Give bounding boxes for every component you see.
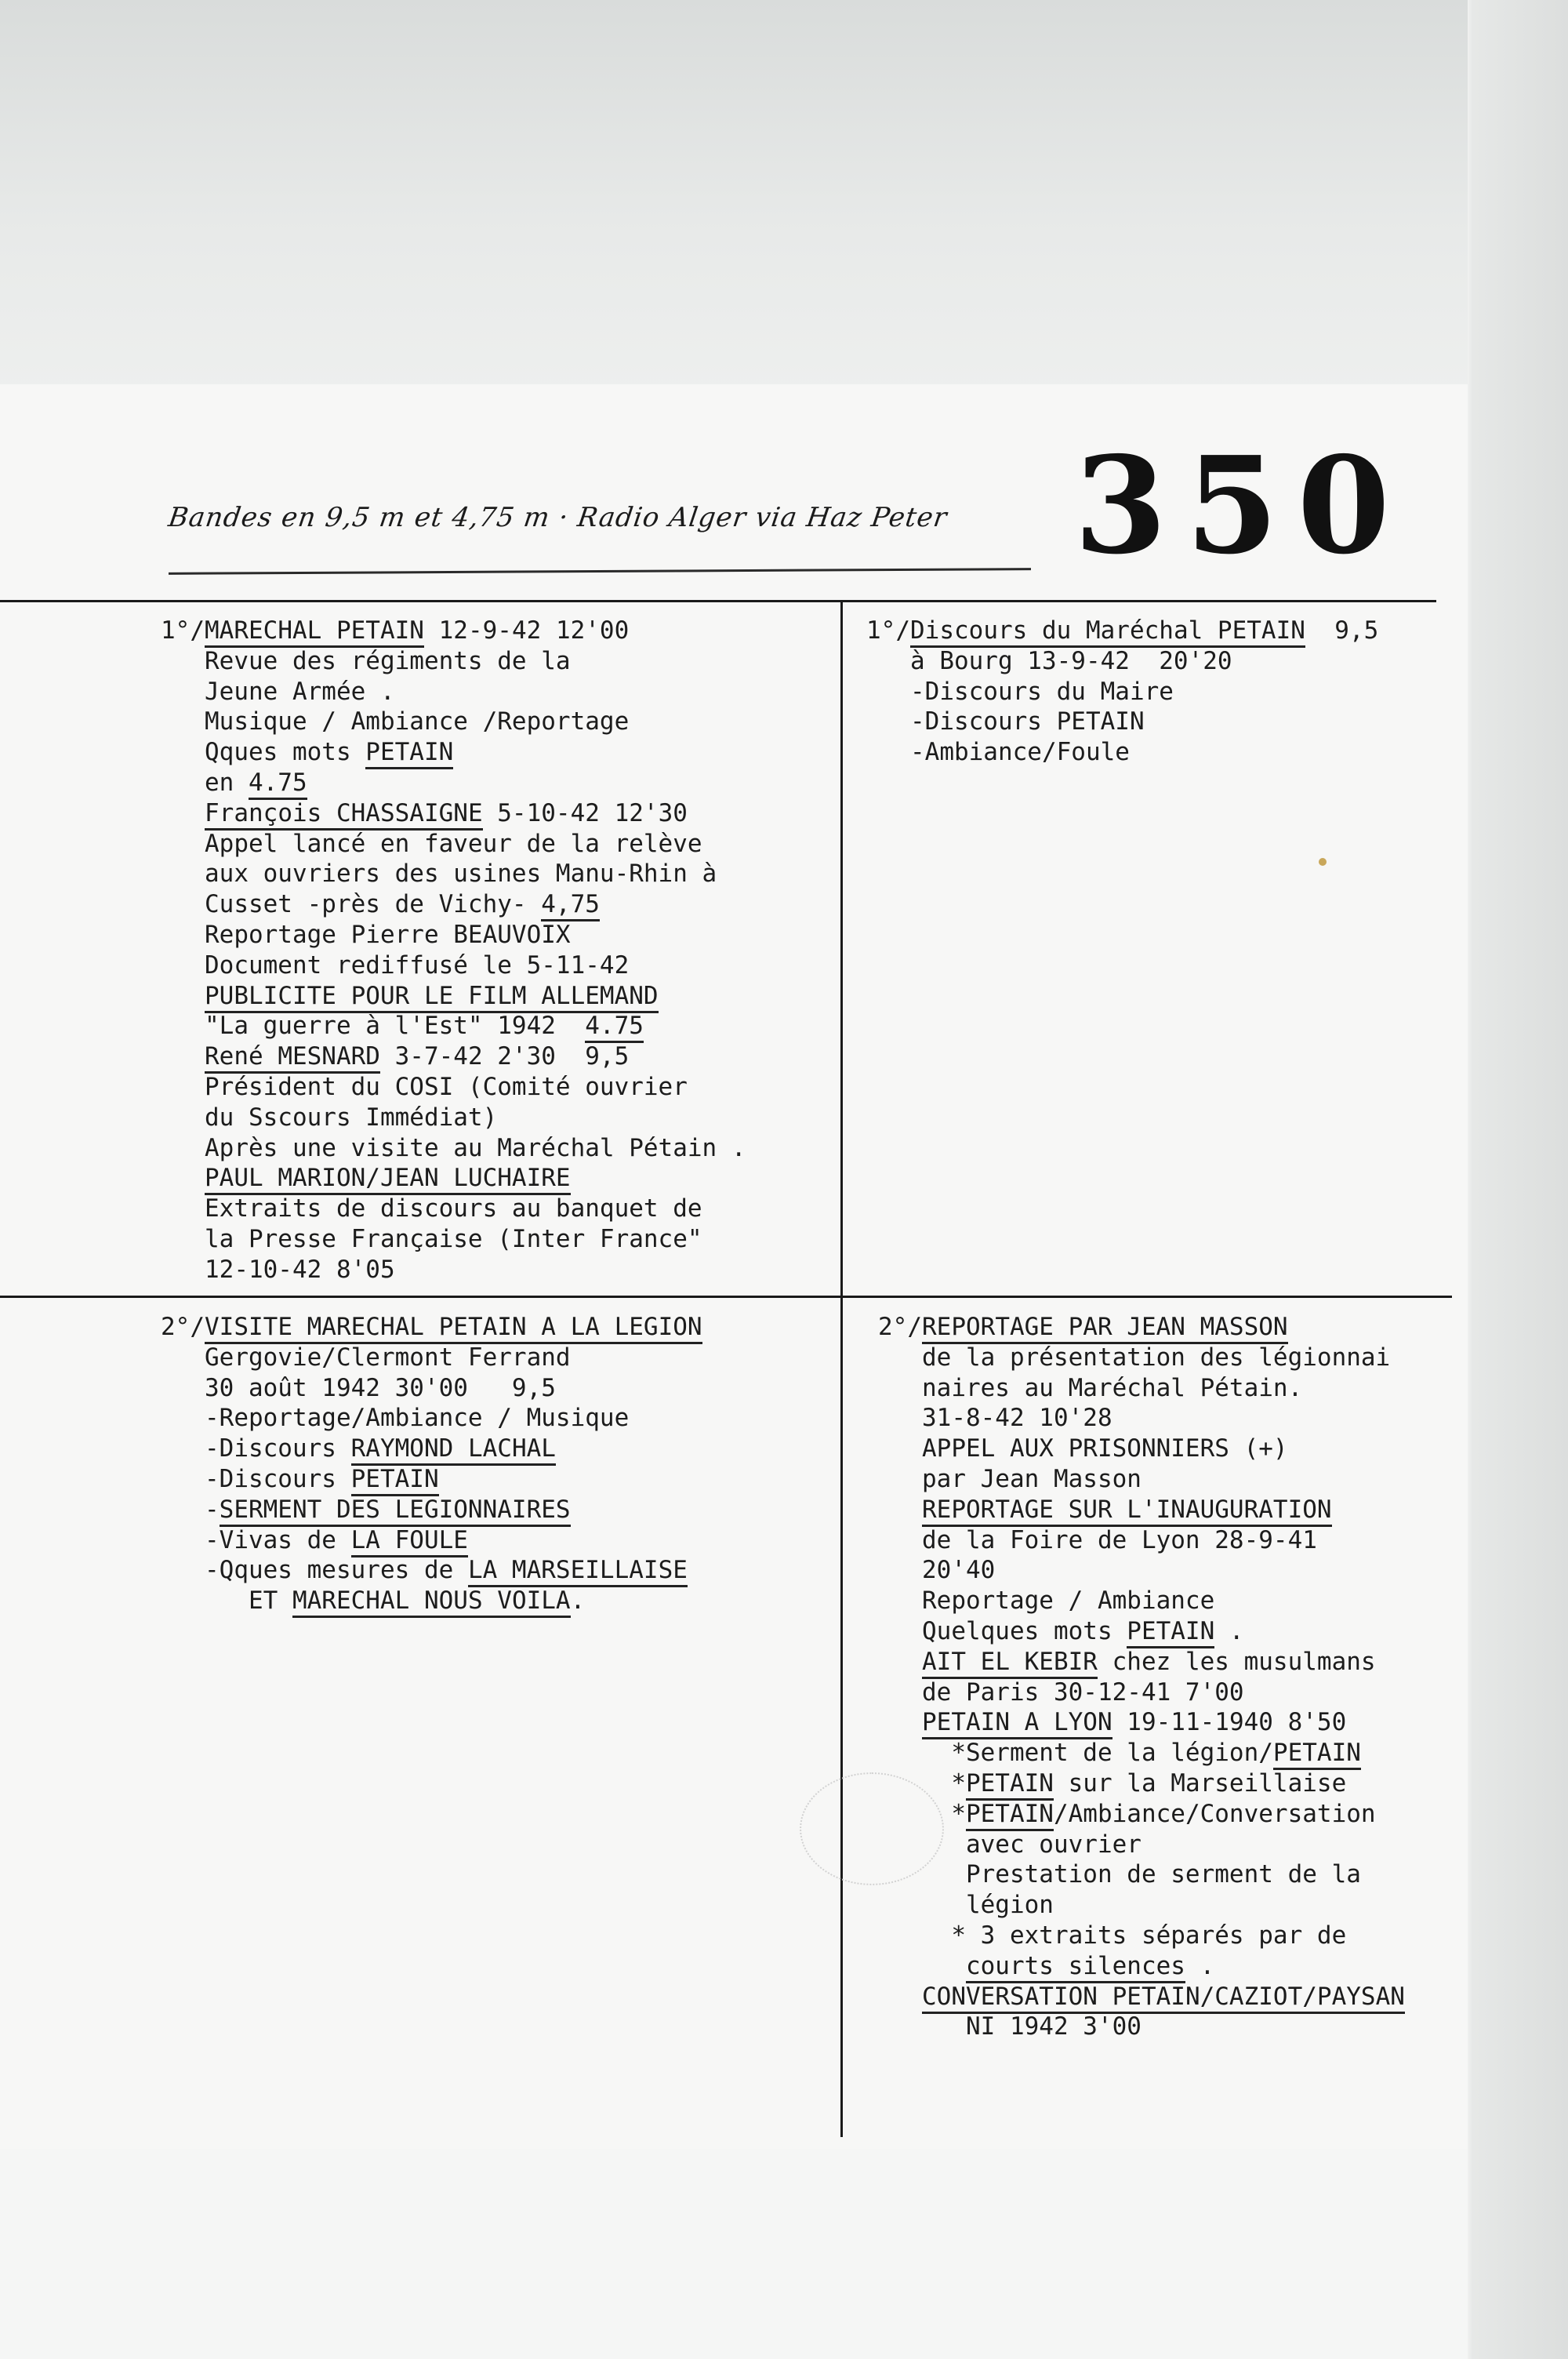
entry-text: 9,5 xyxy=(1305,616,1379,645)
entry-text xyxy=(161,799,205,827)
entry-line xyxy=(878,1951,1405,1982)
underlined-text: René MESNARD xyxy=(205,1042,380,1074)
entry-text xyxy=(161,1164,205,1192)
entry-line xyxy=(878,1982,1405,2012)
entry-text: -Vivas de xyxy=(161,1525,351,1554)
entry-line xyxy=(161,951,746,981)
entry-line xyxy=(161,646,746,677)
entry-text: de la Foire de Lyon 28-9-41 xyxy=(878,1525,1317,1554)
underlined-text: 4.75 xyxy=(585,1012,644,1043)
entry-text: * 3 extraits séparés par de xyxy=(878,1921,1347,1950)
underlined-text: CONVERSATION PETAIN/CAZIOT/PAYSAN xyxy=(922,1983,1405,2014)
entry-text: ET xyxy=(161,1587,292,1616)
entry-line xyxy=(161,677,746,707)
entry-line xyxy=(161,1011,746,1041)
entry-line xyxy=(161,1434,702,1464)
entry-text: Document rediffusé le 5-11-42 xyxy=(161,951,630,980)
entry-text: 31-8-42 10'28 xyxy=(878,1404,1112,1433)
entry-line xyxy=(878,2012,1405,2042)
entry-line xyxy=(878,1890,1405,1921)
entry-text: -Discours xyxy=(161,1434,351,1463)
underlined-text: VISITE MARECHAL PETAIN A LA LEGION xyxy=(205,1313,702,1344)
underlined-text: PETAIN xyxy=(1127,1617,1214,1648)
entry-text: -Reportage/Ambiance / Musique xyxy=(161,1404,630,1433)
entry-text: APPEL AUX PRISONNIERS (+) xyxy=(878,1434,1288,1463)
entry-line xyxy=(161,616,746,646)
entry-text: 1°/ xyxy=(866,616,910,645)
underlined-text: PETAIN xyxy=(351,1465,439,1496)
underlined-text: PUBLICITE POUR LE FILM ALLEMAND xyxy=(205,982,659,1013)
entry-line xyxy=(161,1495,702,1525)
entry-text: - xyxy=(161,1495,220,1524)
entry-line xyxy=(878,1373,1405,1404)
entry-text: Président du COSI (Comité ouvrier xyxy=(161,1072,688,1101)
stamp-smudge xyxy=(800,1772,944,1885)
entry-text: * xyxy=(878,1768,966,1797)
entry-text xyxy=(878,1983,922,2011)
underlined-text: LA MARSEILLAISE xyxy=(468,1556,688,1587)
entry-line xyxy=(878,1525,1405,1556)
entry-line xyxy=(161,1525,702,1556)
underlined-text: AIT EL KEBIR xyxy=(922,1648,1098,1679)
entry-line xyxy=(161,1224,746,1255)
entry-text xyxy=(161,1042,205,1070)
underlined-text: RAYMOND LACHAL xyxy=(351,1434,556,1466)
underlined-text: PETAIN A LYON xyxy=(922,1708,1112,1739)
entry-line xyxy=(161,920,746,951)
entry-line xyxy=(878,1464,1405,1495)
entry-line xyxy=(878,1738,1405,1768)
entry-text: 1°/ xyxy=(161,616,205,645)
entry-line xyxy=(878,1859,1405,1890)
entry-text xyxy=(161,982,205,1010)
entry-text: 12-10-42 8'05 xyxy=(161,1255,395,1284)
entry-line xyxy=(161,1586,702,1616)
entry-line xyxy=(878,1434,1405,1464)
quadrant-bottom-left xyxy=(161,1312,702,1616)
underlined-text: PAUL MARION/JEAN LUCHAIRE xyxy=(205,1164,571,1195)
underlined-text: MARECHAL NOUS VOILA xyxy=(292,1587,571,1618)
page-edge xyxy=(1468,0,1568,2359)
stamp-number: 350 xyxy=(1074,427,1409,584)
entry-line xyxy=(161,1133,746,1164)
entry-text: 5-10-42 12'30 xyxy=(482,798,688,827)
entry-line xyxy=(161,1103,746,1133)
entry-text: à Bourg 13-9-42 20'20 xyxy=(866,646,1232,675)
entry-line xyxy=(878,1343,1405,1373)
entry-text: Reportage Pierre BEAUVOIX xyxy=(161,920,571,949)
table-top-rule xyxy=(0,600,1436,602)
underlined-text: 4,75 xyxy=(541,890,600,921)
entry-line xyxy=(866,677,1378,707)
entry-text xyxy=(878,1952,966,1980)
underlined-text: PETAIN xyxy=(365,738,453,769)
underlined-text: PETAIN xyxy=(966,1800,1054,1831)
table-vertical-rule xyxy=(840,600,843,2137)
entry-text: Quelques mots xyxy=(878,1616,1127,1645)
underlined-text: PETAIN xyxy=(1273,1739,1361,1770)
entry-line xyxy=(878,1768,1405,1799)
entry-text: Gergovie/Clermont Ferrand xyxy=(161,1343,571,1372)
entry-text: 30 août 1942 30'00 9,5 xyxy=(161,1373,556,1402)
entry-text: Revue des régiments de la xyxy=(161,646,571,675)
entry-text: *Serment de la légion/ xyxy=(878,1739,1273,1768)
entry-line xyxy=(161,1343,702,1373)
entry-text: Cusset -près de Vichy- xyxy=(161,890,542,919)
entry-text: sur la Marseillaise xyxy=(1053,1768,1347,1797)
entry-line xyxy=(878,1830,1405,1860)
entry-text: naires au Maréchal Pétain. xyxy=(878,1373,1303,1402)
entry-text: 19-11-1940 8'50 xyxy=(1112,1708,1347,1737)
ink-spot xyxy=(1319,858,1327,866)
entry-text: * xyxy=(878,1799,966,1828)
entry-line xyxy=(161,829,746,860)
entry-line xyxy=(878,1403,1405,1434)
underlined-text: courts silences xyxy=(966,1952,1185,1983)
entry-text: . xyxy=(570,1587,586,1616)
entry-text: Reportage / Ambiance xyxy=(878,1587,1215,1616)
entry-text: Prestation de serment de la xyxy=(878,1860,1361,1889)
quadrant-top-left xyxy=(161,616,746,1285)
entry-line xyxy=(161,1373,702,1404)
entry-line xyxy=(866,616,1378,646)
entry-text: 20'40 xyxy=(878,1556,996,1585)
entry-text: du Sscours Immédiat) xyxy=(161,1103,498,1132)
underlined-text: Discours du Maréchal PETAIN xyxy=(910,616,1305,648)
entry-line xyxy=(878,1677,1405,1708)
entry-line xyxy=(161,1072,746,1103)
entry-line xyxy=(878,1555,1405,1586)
entry-text: de Paris 30-12-41 7'00 xyxy=(878,1677,1244,1707)
entry-text: -Discours du Maire xyxy=(866,677,1174,706)
entry-text: Après une visite au Maréchal Pétain . xyxy=(161,1133,746,1162)
entry-line xyxy=(161,1163,746,1194)
entry-text: Musique / Ambiance /Reportage xyxy=(161,707,630,736)
entry-text: Qques mots xyxy=(161,738,366,767)
entry-text: 2°/ xyxy=(161,1313,205,1341)
entry-line xyxy=(161,1555,702,1586)
entry-text: chez les musulmans xyxy=(1097,1647,1376,1676)
entry-line xyxy=(878,1312,1405,1343)
entry-line xyxy=(161,798,746,829)
entry-line xyxy=(866,646,1378,677)
underlined-text: 4.75 xyxy=(249,769,307,800)
entry-text: /Ambiance/Conversation xyxy=(1053,1799,1376,1828)
entry-line xyxy=(866,737,1378,768)
entry-text: de la présentation des légionnai xyxy=(878,1343,1391,1372)
underlined-text: SERMENT DES LEGIONNAIRES xyxy=(220,1496,571,1527)
entry-text: -Discours xyxy=(161,1464,351,1493)
entry-line xyxy=(161,737,746,768)
entry-text: NI 1942 3'00 xyxy=(878,2012,1142,2041)
entry-line xyxy=(161,1194,746,1224)
entry-text: . xyxy=(1185,1951,1215,1980)
entry-line xyxy=(161,768,746,798)
entry-text: 2°/ xyxy=(878,1313,922,1341)
entry-line xyxy=(878,1921,1405,1951)
entry-line xyxy=(878,1586,1405,1616)
entry-line xyxy=(878,1799,1405,1830)
entry-line xyxy=(161,707,746,737)
entry-line xyxy=(161,1255,746,1285)
entry-text xyxy=(878,1708,922,1736)
entry-text: avec ouvrier xyxy=(878,1830,1142,1859)
entry-line xyxy=(161,1403,702,1434)
entry-text: aux ouvriers des usines Manu-Rhin à xyxy=(161,860,717,889)
entry-text: "La guerre à l'Est" 1942 xyxy=(161,1012,586,1041)
table-middle-rule xyxy=(0,1296,1452,1298)
entry-line xyxy=(161,1312,702,1343)
underlined-text: REPORTAGE PAR JEAN MASSON xyxy=(922,1313,1288,1344)
entry-line xyxy=(161,1464,702,1495)
entry-text: -Qques mesures de xyxy=(161,1556,468,1585)
entry-text: . xyxy=(1214,1616,1244,1645)
entry-text: Extraits de discours au banquet de xyxy=(161,1194,702,1223)
entry-line xyxy=(878,1707,1405,1738)
entry-text: Jeune Armée . xyxy=(161,677,395,706)
underlined-text: François CHASSAIGNE xyxy=(205,799,483,831)
entry-line xyxy=(878,1616,1405,1647)
entry-text: 12-9-42 12'00 xyxy=(423,616,630,645)
entry-line xyxy=(161,889,746,920)
underlined-text: LA FOULE xyxy=(351,1526,468,1558)
entry-text xyxy=(878,1648,922,1676)
entry-text: -Discours PETAIN xyxy=(866,707,1145,736)
entry-line xyxy=(866,707,1378,737)
entry-text: 3-7-42 2'30 9,5 xyxy=(379,1042,630,1071)
quadrant-bottom-right xyxy=(878,1312,1405,2042)
entry-line xyxy=(878,1495,1405,1525)
entry-text: par Jean Masson xyxy=(878,1464,1142,1493)
entry-text xyxy=(878,1496,922,1524)
underlined-text: PETAIN xyxy=(966,1769,1054,1801)
entry-line xyxy=(161,859,746,889)
entry-line xyxy=(161,981,746,1012)
entry-text: légion xyxy=(878,1891,1054,1920)
entry-text: Appel lancé en faveur de la relève xyxy=(161,829,702,858)
entry-line xyxy=(161,1041,746,1072)
handwritten-note: Bandes en 9,5 m et 4,75 m · Radio Alger via Haz Peter xyxy=(166,502,949,533)
quadrant-top-right xyxy=(866,616,1378,768)
entry-line xyxy=(878,1647,1405,1677)
entry-text: -Ambiance/Foule xyxy=(866,738,1130,767)
underlined-text: MARECHAL PETAIN xyxy=(205,616,424,648)
entry-text: en xyxy=(161,768,249,797)
underlined-text: REPORTAGE SUR L'INAUGURATION xyxy=(922,1496,1332,1527)
entry-text: la Presse Française (Inter France" xyxy=(161,1224,702,1253)
